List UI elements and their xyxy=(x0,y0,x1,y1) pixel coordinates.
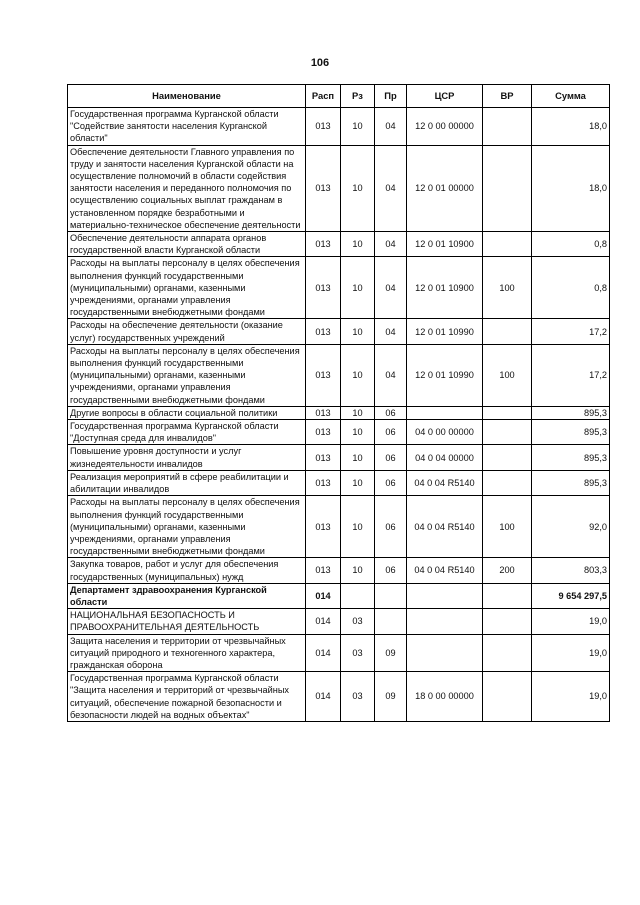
cell-csr: 12 0 00 00000 xyxy=(407,108,483,146)
cell-name: Государственная программа Курганской области "Доступная среда для инвалидов" xyxy=(68,420,306,445)
cell-vr: 200 xyxy=(483,558,532,583)
cell-sum: 19,0 xyxy=(532,672,610,722)
header-sum: Сумма xyxy=(532,85,610,108)
cell-csr xyxy=(407,406,483,419)
cell-csr: 12 0 01 10900 xyxy=(407,232,483,257)
cell-csr: 04 0 04 R5140 xyxy=(407,470,483,495)
budget-table xyxy=(67,84,610,722)
header-row xyxy=(68,85,610,108)
cell-name: Защита населения и территории от чрезвычайных ситуаций природного и техногенного характера, гражданская оборона xyxy=(68,634,306,672)
cell-pr: 06 xyxy=(375,445,407,470)
cell-sum: 19,0 xyxy=(532,634,610,672)
cell-sum: 895,3 xyxy=(532,445,610,470)
cell-rz: 03 xyxy=(341,609,375,634)
table-row xyxy=(68,232,610,257)
cell-rasp: 013 xyxy=(306,232,341,257)
table-row xyxy=(68,558,610,583)
cell-csr: 04 0 04 R5140 xyxy=(407,558,483,583)
cell-pr: 06 xyxy=(375,470,407,495)
cell-rz: 10 xyxy=(341,558,375,583)
cell-csr: 04 0 04 R5140 xyxy=(407,496,483,558)
cell-csr: 04 0 04 00000 xyxy=(407,445,483,470)
cell-rz: 10 xyxy=(341,344,375,406)
cell-pr xyxy=(375,609,407,634)
cell-pr: 06 xyxy=(375,558,407,583)
cell-pr: 09 xyxy=(375,634,407,672)
cell-vr xyxy=(483,470,532,495)
cell-rasp: 013 xyxy=(306,108,341,146)
table-row xyxy=(68,108,610,146)
cell-vr: 100 xyxy=(483,496,532,558)
cell-sum: 17,2 xyxy=(532,319,610,344)
cell-name: Департамент здравоохранения Курганской области xyxy=(68,583,306,608)
cell-csr: 12 0 01 10900 xyxy=(407,257,483,319)
cell-sum: 17,2 xyxy=(532,344,610,406)
cell-name: Закупка товаров, работ и услуг для обеспечения государственных (муниципальных) нужд xyxy=(68,558,306,583)
cell-rz: 03 xyxy=(341,672,375,722)
cell-name: НАЦИОНАЛЬНАЯ БЕЗОПАСНОСТЬ И ПРАВООХРАНИТЕЛЬНАЯ ДЕЯТЕЛЬНОСТЬ xyxy=(68,609,306,634)
cell-pr: 04 xyxy=(375,344,407,406)
cell-vr xyxy=(483,672,532,722)
cell-vr xyxy=(483,145,532,231)
cell-rasp: 013 xyxy=(306,558,341,583)
cell-pr: 04 xyxy=(375,145,407,231)
cell-name: Повышение уровня доступности и услуг жизнедеятельности инвалидов xyxy=(68,445,306,470)
cell-sum: 895,3 xyxy=(532,420,610,445)
cell-csr xyxy=(407,583,483,608)
cell-rasp: 014 xyxy=(306,609,341,634)
cell-sum: 0,8 xyxy=(532,232,610,257)
cell-rasp: 013 xyxy=(306,470,341,495)
cell-name: Расходы на выплаты персоналу в целях обеспечения выполнения функций государственными (муниципальными) органами, казенными учреждениями, органами управления государственными внебюджетными фондами xyxy=(68,344,306,406)
cell-pr xyxy=(375,583,407,608)
table-row xyxy=(68,470,610,495)
cell-name: Обеспечение деятельности Главного управления по труду и занятости населения Курганской области на осуществление полномочий в области содействия занятости населения и переданного полномочия по осуществлению социальных выплат гражданам в установленном порядке безработными и материально-техническое обеспечение деятельности xyxy=(68,145,306,231)
table-row xyxy=(68,145,610,231)
cell-sum: 18,0 xyxy=(532,145,610,231)
table-body xyxy=(68,108,610,722)
cell-sum: 18,0 xyxy=(532,108,610,146)
cell-rz: 03 xyxy=(341,634,375,672)
cell-rasp: 013 xyxy=(306,496,341,558)
cell-pr: 04 xyxy=(375,319,407,344)
header-csr: ЦСР xyxy=(407,85,483,108)
cell-rz: 10 xyxy=(341,108,375,146)
cell-rz xyxy=(341,583,375,608)
cell-pr: 06 xyxy=(375,406,407,419)
cell-rasp: 013 xyxy=(306,145,341,231)
cell-rz: 10 xyxy=(341,496,375,558)
cell-rz: 10 xyxy=(341,319,375,344)
header-rasp: Расп xyxy=(306,85,341,108)
cell-rasp: 014 xyxy=(306,672,341,722)
cell-rz: 10 xyxy=(341,232,375,257)
header-rz: Рз xyxy=(341,85,375,108)
table-row xyxy=(68,609,610,634)
cell-rasp: 013 xyxy=(306,420,341,445)
cell-rz: 10 xyxy=(341,406,375,419)
table-row xyxy=(68,672,610,722)
cell-sum: 895,3 xyxy=(532,470,610,495)
cell-pr: 04 xyxy=(375,108,407,146)
cell-sum: 9 654 297,5 xyxy=(532,583,610,608)
table-row xyxy=(68,445,610,470)
table-row xyxy=(68,583,610,608)
cell-rz: 10 xyxy=(341,420,375,445)
cell-name: Расходы на выплаты персоналу в целях обеспечения выполнения функций государственными (муниципальными) органами, казенными учреждениями, органами управления государственными внебюджетными фондами xyxy=(68,257,306,319)
cell-csr xyxy=(407,634,483,672)
table-row xyxy=(68,319,610,344)
cell-vr xyxy=(483,232,532,257)
cell-rasp: 013 xyxy=(306,319,341,344)
cell-pr: 04 xyxy=(375,232,407,257)
cell-sum: 803,3 xyxy=(532,558,610,583)
cell-rasp: 013 xyxy=(306,406,341,419)
cell-vr xyxy=(483,108,532,146)
cell-rz: 10 xyxy=(341,257,375,319)
cell-rasp: 014 xyxy=(306,583,341,608)
cell-name: Государственная программа Курганской области "Содействие занятости населения Курганской области" xyxy=(68,108,306,146)
table-row xyxy=(68,344,610,406)
cell-pr: 06 xyxy=(375,420,407,445)
cell-csr: 12 0 01 10990 xyxy=(407,344,483,406)
cell-name: Другие вопросы в области социальной политики xyxy=(68,406,306,419)
cell-rz: 10 xyxy=(341,145,375,231)
cell-vr xyxy=(483,420,532,445)
cell-sum: 19,0 xyxy=(532,609,610,634)
cell-sum: 92,0 xyxy=(532,496,610,558)
cell-pr: 06 xyxy=(375,496,407,558)
cell-rasp: 013 xyxy=(306,344,341,406)
table-row xyxy=(68,420,610,445)
table-row xyxy=(68,257,610,319)
cell-vr: 100 xyxy=(483,257,532,319)
cell-name: Расходы на обеспечение деятельности (оказание услуг) государственных учреждений xyxy=(68,319,306,344)
cell-vr: 100 xyxy=(483,344,532,406)
cell-name: Обеспечение деятельности аппарата органов государственной власти Курганской области xyxy=(68,232,306,257)
cell-csr: 12 0 01 00000 xyxy=(407,145,483,231)
cell-name: Государственная программа Курганской области "Защита населения и территорий от чрезвычайных ситуаций, обеспечение пожарной безопасности и безопасности людей на водных объектах" xyxy=(68,672,306,722)
header-pr: Пр xyxy=(375,85,407,108)
table-row xyxy=(68,496,610,558)
cell-rz: 10 xyxy=(341,445,375,470)
cell-rasp: 014 xyxy=(306,634,341,672)
table-row xyxy=(68,406,610,419)
header-vr: ВР xyxy=(483,85,532,108)
cell-csr: 12 0 01 10990 xyxy=(407,319,483,344)
cell-vr xyxy=(483,319,532,344)
table-row xyxy=(68,634,610,672)
cell-rasp: 013 xyxy=(306,445,341,470)
cell-vr xyxy=(483,583,532,608)
cell-name: Расходы на выплаты персоналу в целях обеспечения выполнения функций государственными (муниципальными) органами, казенными учреждениями, органами управления государственными внебюджетными фондами xyxy=(68,496,306,558)
cell-pr: 09 xyxy=(375,672,407,722)
cell-rasp: 013 xyxy=(306,257,341,319)
cell-sum: 895,3 xyxy=(532,406,610,419)
header-name: Наименование xyxy=(68,85,306,108)
cell-rz: 10 xyxy=(341,470,375,495)
cell-vr xyxy=(483,634,532,672)
cell-pr: 04 xyxy=(375,257,407,319)
cell-vr xyxy=(483,609,532,634)
cell-sum: 0,8 xyxy=(532,257,610,319)
cell-vr xyxy=(483,445,532,470)
page-number: 106 xyxy=(310,57,330,69)
cell-csr: 18 0 00 00000 xyxy=(407,672,483,722)
cell-vr xyxy=(483,406,532,419)
cell-csr xyxy=(407,609,483,634)
cell-csr: 04 0 00 00000 xyxy=(407,420,483,445)
cell-name: Реализация мероприятий в сфере реабилитации и абилитации инвалидов xyxy=(68,470,306,495)
